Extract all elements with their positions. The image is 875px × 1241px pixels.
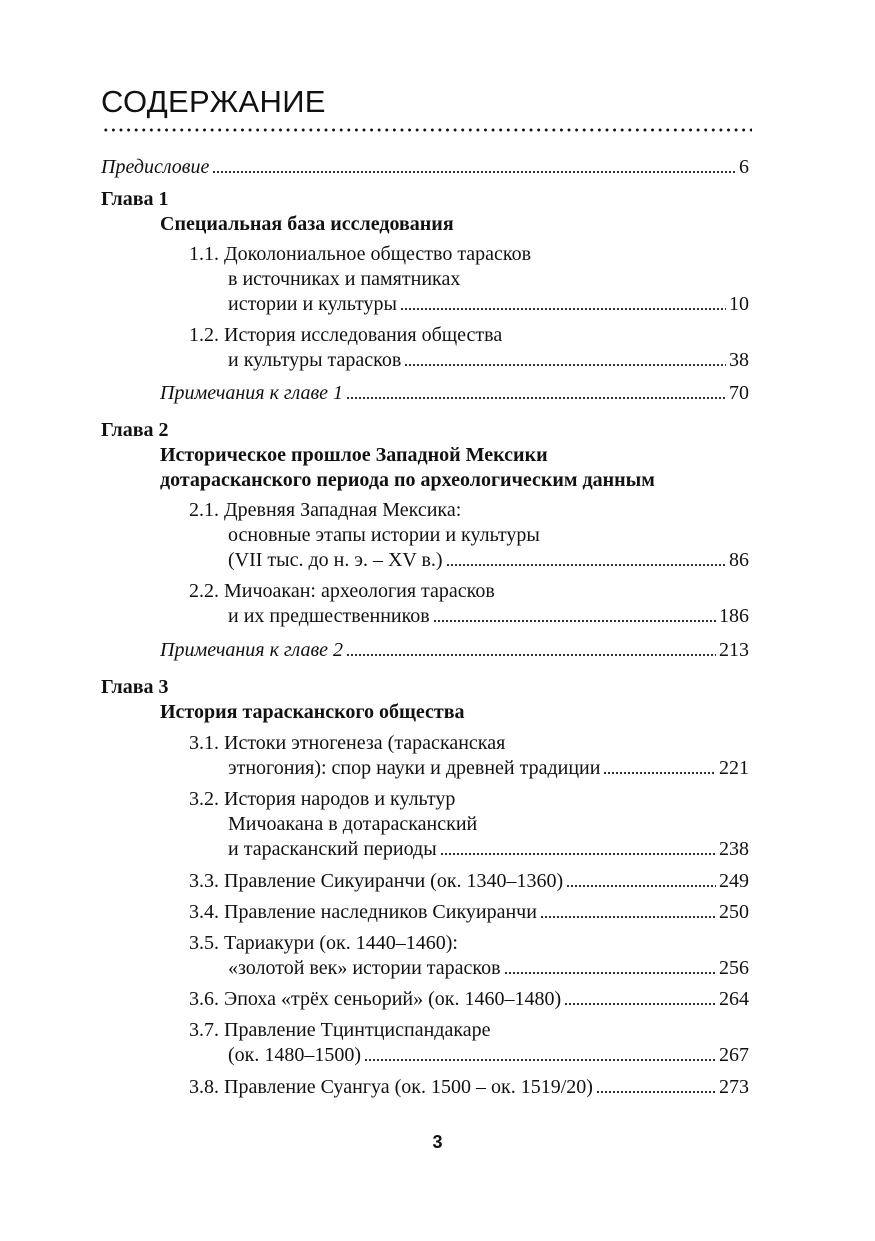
toc-page-number: 267 (719, 1044, 749, 1066)
toc-section-line[interactable]: 1.2. История исследования общества (189, 324, 503, 346)
toc-entry-title: (ок. 1480–1500) (228, 1044, 362, 1066)
chapter-label: Глава 3 (101, 676, 169, 698)
toc-entry-title: и тарасканский периоды (228, 838, 437, 860)
toc-section-line[interactable]: 3.7. Правление Тцинтциспандакаре (189, 1019, 491, 1041)
toc-entry-title: (VII тыс. до н. э. – XV в.) (228, 549, 443, 571)
chapter-title[interactable]: История тарасканского общества (160, 701, 465, 723)
toc-section-line[interactable]: 3.2. История народов и культур (189, 788, 456, 810)
toc-entry-3-2[interactable] (228, 837, 749, 861)
toc-section-line[interactable]: 2.2. Мичоакан: археология тарасков (189, 580, 495, 602)
toc-entry-title: 3.6. Эпоха «трёх сеньорий» (ок. 1460–1480) (189, 988, 562, 1010)
toc-entry-title: Примечания к главе 1 (160, 382, 343, 404)
toc-entry-notes-2[interactable] (160, 638, 749, 662)
dot-leader (346, 396, 726, 400)
toc-page-number: 249 (719, 870, 749, 892)
toc-page-number: 264 (719, 988, 749, 1010)
toc-entry-title: и их предшественников (228, 605, 430, 627)
chapter-title[interactable]: Специальная база исследования (160, 213, 454, 235)
toc-entry-title: истории и культуры (228, 293, 397, 315)
toc-section-line[interactable]: 1.1. Доколониальное общество тарасков (189, 243, 532, 265)
toc-entry-3-5[interactable] (228, 956, 749, 980)
toc-page-number: 86 (729, 549, 749, 571)
dot-leader (400, 307, 726, 311)
toc-entry-2-1[interactable] (228, 548, 749, 572)
toc-page-number: 273 (719, 1076, 749, 1098)
toc-section-line: Мичоакана в дотарасканский (228, 813, 478, 835)
toc-entry-title: этногония): спор науки и древней традиции (228, 757, 601, 779)
toc-entry-title: Примечания к главе 2 (160, 639, 343, 661)
toc-entry-preface[interactable] (101, 155, 749, 179)
page-number: 3 (432, 1132, 443, 1152)
dot-leader (540, 915, 716, 919)
toc-entry-1-1[interactable] (228, 292, 749, 316)
toc-entry-3-7[interactable] (228, 1043, 749, 1067)
chapter-label: Глава 2 (101, 419, 169, 441)
toc-entry-1-2[interactable] (228, 348, 749, 372)
toc-entry-title: и культуры тарасков (228, 349, 402, 371)
dot-leader (564, 1002, 716, 1006)
chapter-label: Глава 1 (101, 188, 169, 210)
toc-section-line[interactable]: 2.1. Древняя Западная Мексика: (189, 499, 462, 521)
toc-page-number: 256 (719, 957, 749, 979)
toc-page-number: 213 (719, 639, 749, 661)
toc-page-number: 250 (719, 901, 749, 923)
toc-entry-3-4[interactable] (189, 900, 749, 924)
dot-leader (346, 653, 716, 657)
chapter-title-continued: дотарасканского периода по археологическим данным (160, 469, 655, 491)
toc-page-number: 38 (729, 349, 749, 371)
toc-entry-title: Предисловие (101, 156, 210, 178)
toc-page-number: 221 (719, 757, 749, 779)
toc-entry-title: «золотой век» истории тарасков (228, 957, 501, 979)
toc-page-number: 10 (729, 293, 749, 315)
page-title: СОДЕРЖАНИЕ (101, 84, 326, 119)
dot-leader (404, 363, 726, 367)
toc-entry-title: 3.4. Правление наследников Сикуиранчи (189, 901, 537, 923)
toc-page-number: 70 (729, 382, 749, 404)
toc-entry-2-2[interactable] (228, 604, 749, 628)
dot-leader (596, 1090, 716, 1094)
toc-page-number: 6 (739, 156, 749, 178)
toc-entry-title: 3.8. Правление Суангуа (ок. 1500 – ок. 1519/20) (189, 1076, 593, 1098)
toc-entry-notes-1[interactable] (160, 381, 749, 405)
toc-entry-3-6[interactable] (189, 987, 749, 1011)
dot-leader (440, 852, 716, 856)
toc-entry-title: 3.3. Правление Сикуиранчи (ок. 1340–1360) (189, 870, 564, 892)
toc-page-number: 186 (719, 605, 749, 627)
toc-section-line[interactable]: 3.5. Тариакури (ок. 1440–1460): (189, 932, 458, 954)
toc-section-line: в источниках и памятниках (228, 268, 461, 290)
dot-leader (433, 619, 716, 623)
toc-section-line: основные этапы истории и культуры (228, 524, 540, 546)
toc-section-line[interactable]: 3.1. Истоки этногенеза (тарасканская (189, 732, 506, 754)
chapter-title[interactable]: Историческое прошлое Западной Мексики (160, 444, 548, 466)
dot-leader (504, 971, 716, 975)
dot-leader (603, 771, 716, 775)
dot-leader (566, 884, 716, 888)
toc-entry-3-1[interactable] (228, 756, 749, 780)
dot-leader (212, 170, 736, 174)
toc-page-number: 238 (719, 838, 749, 860)
dot-leader (446, 563, 726, 567)
dot-leader (364, 1058, 716, 1062)
toc-entry-3-8[interactable] (189, 1075, 749, 1099)
toc-entry-3-3[interactable] (189, 869, 749, 893)
